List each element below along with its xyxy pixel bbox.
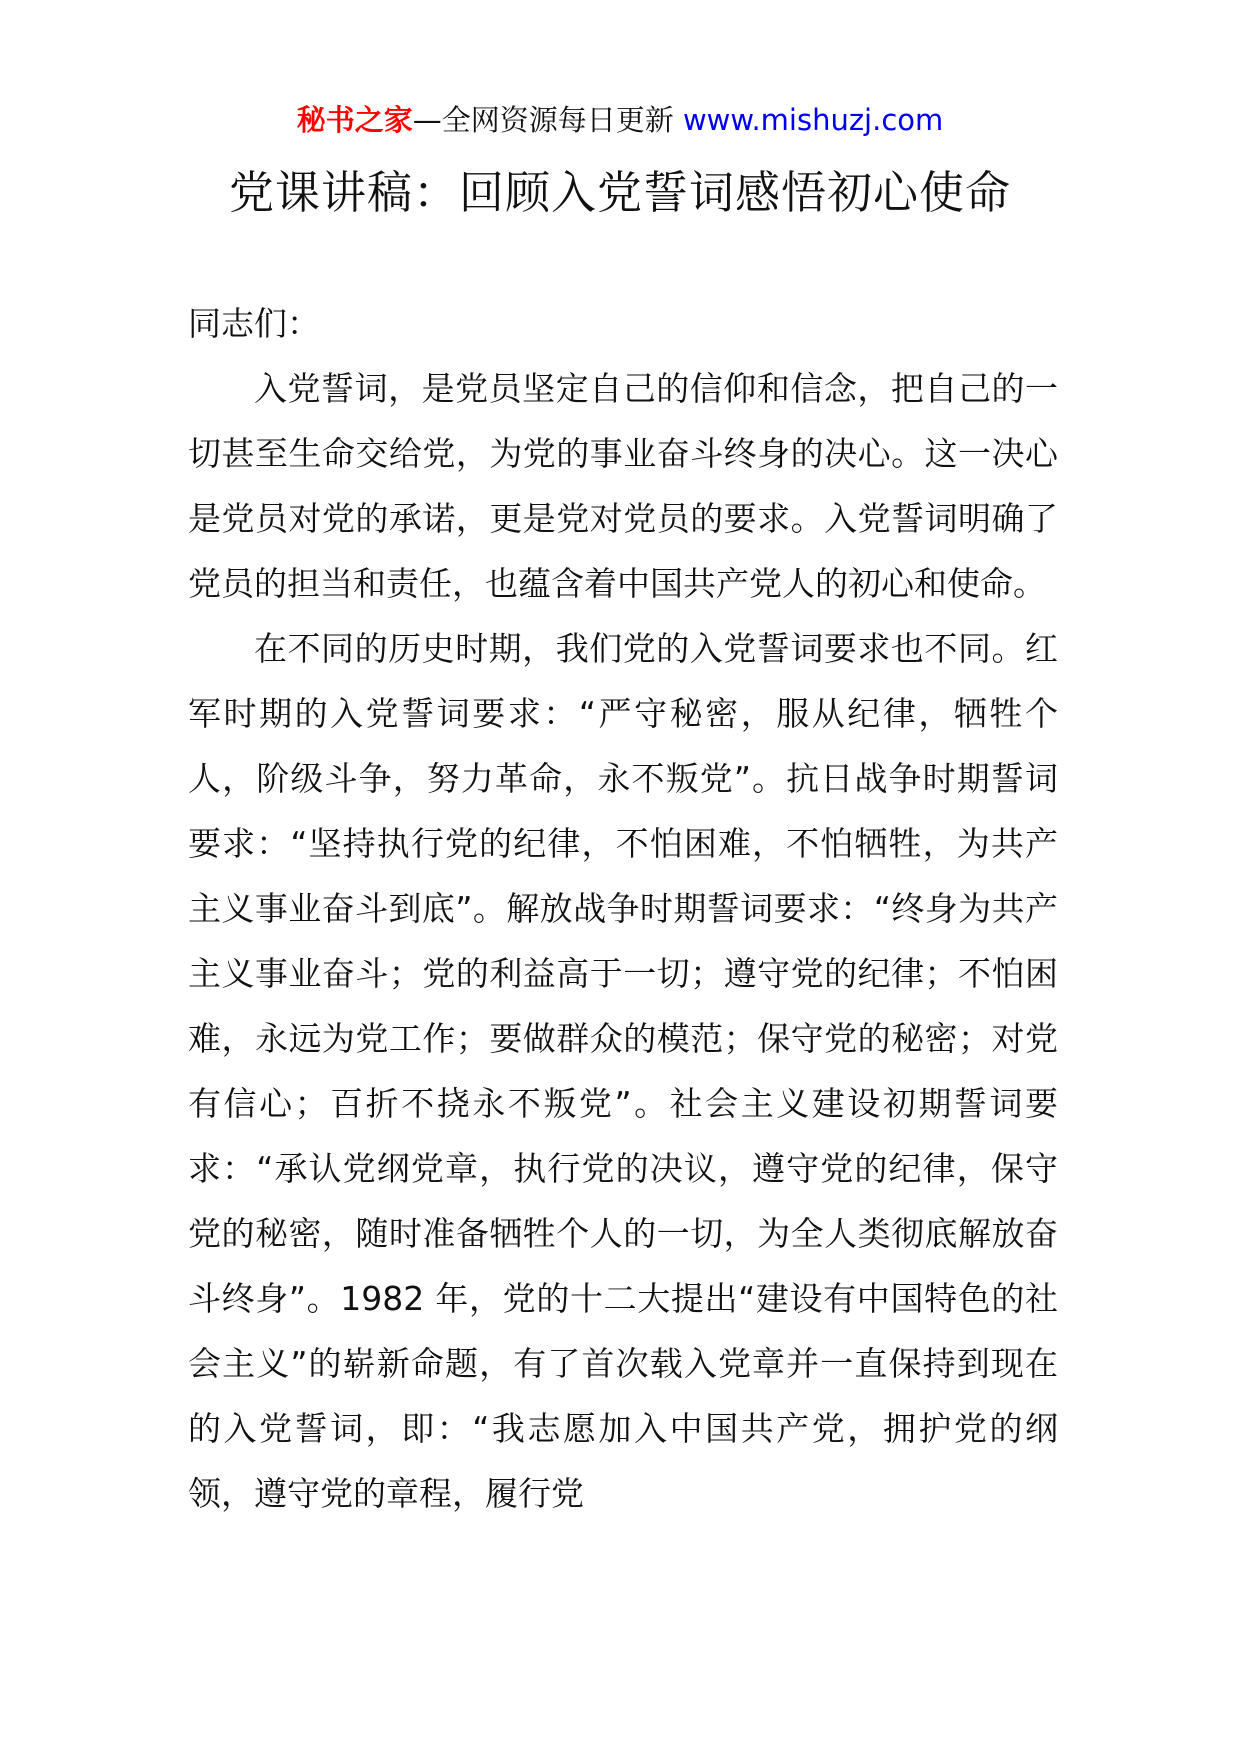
document-title: 党课讲稿：回顾入党誓词感悟初心使命 — [228, 166, 1011, 219]
paragraph-oath-meaning: 入党誓词，是党员坚定自己的信仰和信念，把自己的一切甚至生命交给党，为党的事业奋斗终身的决心。这一决心是党员对党的承诺，更是党对党员的要求。入党誓词明确了党员的担当和责任，也蕴含着中国共产党人的初心和使命。 — [188, 369, 1058, 603]
header-tagline: —全网资源每日更新 — [412, 103, 683, 137]
document-body — [188, 291, 1058, 1526]
site-url-link[interactable]: www.mishuzj.com — [682, 103, 944, 137]
brand-name: 秘书之家 — [296, 103, 413, 137]
paragraph-oath-history: 在不同的历史时期，我们党的入党誓词要求也不同。红军时期的入党誓词要求：“严守秘密，服从纪律，牺牲个人，阶级斗争，努力革命，永不叛党”。抗日战争时期誓词要求：“坚持执行党的纪律，不怕困难，不怕牺牲，为共产主义事业奋斗到底”。解放战争时期誓词要求：“终身为共产主义事业奋斗；党的利益高于一切；遵守党的纪律；不怕困难，永远为党工作；要做群众的模范；保守党的秘密；对党有信心；百折不挠永不叛党”。社会主义建设初期誓词要求：“承认党纲党章，执行党的决议，遵守党的纪律，保守党的秘密，随时准备牺牲个人的一切，为全人类彻底解放奋斗终身”。1982 年，党的十二大提出“建设有中国特色的社会主义”的崭新命题，有了首次载入党章并一直保持到现在的入党誓词，即：“我志愿加入中国共产党，拥护党的纲领，遵守党的章程，履行党 — [188, 629, 1058, 1513]
salutation: 同志们： — [188, 304, 320, 343]
site-header — [0, 100, 1240, 140]
